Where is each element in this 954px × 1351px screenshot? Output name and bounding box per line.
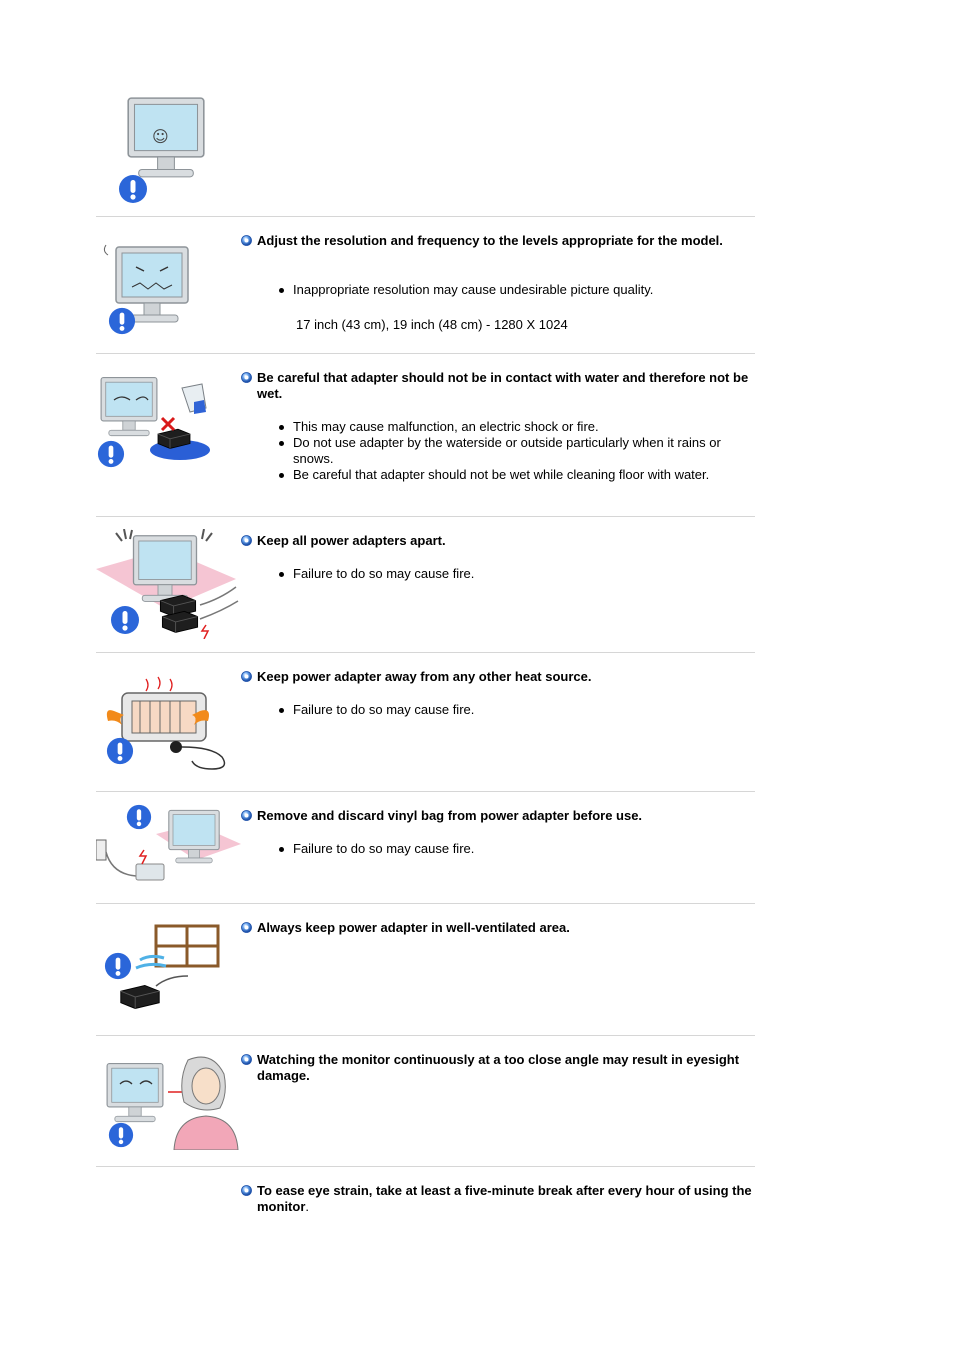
heading-tail: . xyxy=(305,1199,310,1214)
section-resolution xyxy=(96,217,755,353)
section-water xyxy=(96,354,755,516)
heading-text: To ease eye strain, take at least a five-minute break after every hour of using the monitor xyxy=(257,1183,752,1214)
water-adapter-illustration xyxy=(96,372,241,470)
list-item: Inappropriate resolution may cause undesirable picture quality. xyxy=(277,282,755,298)
list-item: Be careful that adapter should not be wet while cleaning floor with water. xyxy=(277,467,755,483)
bullet-list xyxy=(277,282,755,298)
bullet-list xyxy=(277,419,755,483)
section-intro-image xyxy=(96,92,755,216)
heater-illustration xyxy=(96,675,241,775)
section-heading: Watching the monitor continuously at a too close angle may result in eyesight damage. xyxy=(241,1052,755,1084)
section-vinyl-bag xyxy=(96,792,755,903)
close-viewing-illustration xyxy=(96,1054,241,1150)
blue-circle-bullet-icon xyxy=(241,922,252,933)
list-item: Failure to do so may cause fire. xyxy=(277,841,755,857)
list-item: Failure to do so may cause fire. xyxy=(277,566,755,582)
section-eye-strain xyxy=(96,1167,755,1247)
angry-monitor-illustration xyxy=(96,237,241,337)
blue-circle-bullet-icon xyxy=(241,671,252,682)
section-adapters-apart xyxy=(96,517,755,652)
blue-circle-bullet-icon xyxy=(241,235,252,246)
section-heat-source xyxy=(96,653,755,791)
section-heading: Adjust the resolution and frequency to the levels appropriate for the model. xyxy=(241,233,755,249)
monitor-illustration xyxy=(96,94,241,206)
section-heading: Keep all power adapters apart. xyxy=(241,533,755,549)
section-heading: Keep power adapter away from any other heat source. xyxy=(241,669,755,685)
section-heading: Be careful that adapter should not be in contact with water and therefore not be wet. xyxy=(241,370,755,402)
bullet-list xyxy=(277,841,755,857)
list-item: This may cause malfunction, an electric shock or fire. xyxy=(277,419,755,435)
section-ventilation xyxy=(96,904,755,1035)
bullet-list xyxy=(277,702,755,718)
blue-circle-bullet-icon xyxy=(241,1054,252,1065)
blue-circle-bullet-icon xyxy=(241,1185,252,1196)
list-item: Failure to do so may cause fire. xyxy=(277,702,755,718)
section-heading xyxy=(241,1183,755,1215)
section-viewing-angle xyxy=(96,1036,755,1166)
blue-circle-bullet-icon xyxy=(241,535,252,546)
section-heading: Always keep power adapter in well-ventilated area. xyxy=(241,920,755,936)
svg-text:☺: ☺ xyxy=(152,127,169,146)
adapters-apart-illustration xyxy=(96,529,241,639)
blue-circle-bullet-icon xyxy=(241,810,252,821)
blue-circle-bullet-icon xyxy=(241,372,252,383)
resolution-note: 17 inch (43 cm), 19 inch (48 cm) - 1280 X 1024 xyxy=(296,317,568,332)
section-heading: Remove and discard vinyl bag from power adapter before use. xyxy=(241,808,755,824)
ventilation-illustration xyxy=(96,924,241,1016)
vinyl-bag-illustration xyxy=(96,804,241,890)
bullet-list xyxy=(277,566,755,582)
list-item: Do not use adapter by the waterside or outside particularly when it rains or snows. xyxy=(277,435,755,467)
